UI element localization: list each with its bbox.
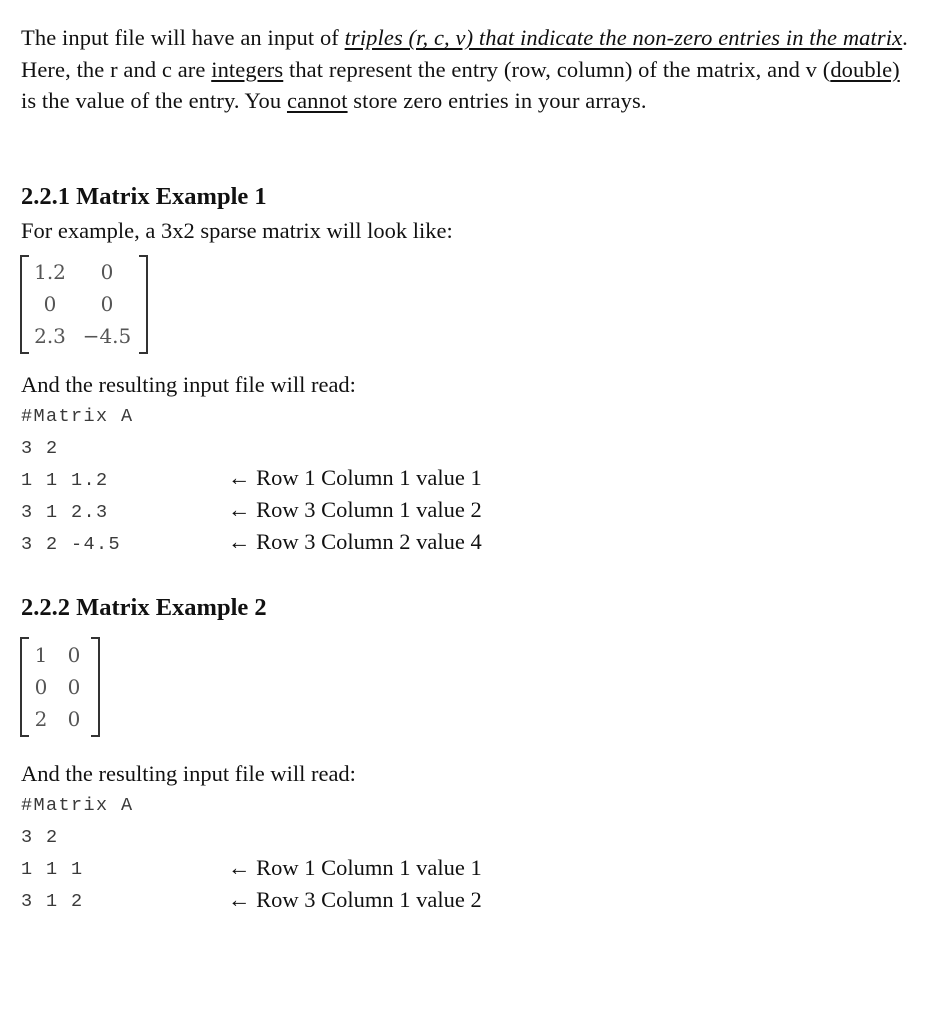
matrix-cell: 0 xyxy=(100,292,114,316)
matrix-row xyxy=(28,256,142,288)
matrix-row xyxy=(28,320,142,352)
matrix-row xyxy=(26,671,92,703)
right-bracket xyxy=(91,637,100,737)
file-line: 1 1 1.2 xyxy=(21,470,109,491)
example2-result-label: And the resulting input file will read: xyxy=(21,761,356,786)
matrix-row xyxy=(28,288,142,320)
matrix-cell: 2 xyxy=(34,707,48,731)
cannot-emphasis: cannot xyxy=(286,88,348,113)
matrix-cell: 0 xyxy=(67,643,81,667)
example1-result-label: And the resulting input file will read: xyxy=(21,372,356,397)
file-line: 3 2 xyxy=(21,438,59,459)
intro-text: . Here, the r and c are xyxy=(21,25,908,82)
matrix-cell: 2.3 xyxy=(34,324,66,348)
example1-matrix xyxy=(20,255,148,354)
intro-text: store zero entries in your arrays. xyxy=(347,88,647,113)
example2-heading: 2.2.2 Matrix Example 2 xyxy=(21,594,267,621)
file-line: #Matrix A xyxy=(21,406,134,427)
file-line: #Matrix A xyxy=(21,795,134,816)
intro-text: is the value of the entry. You xyxy=(21,88,287,113)
matrix-cell: 0 xyxy=(67,675,81,699)
file-annotation: ← Row 3 Column 2 value 4 xyxy=(228,529,482,554)
triples-emphasis: triples (r, c, v) that indicate the non-zero entries in the matrix xyxy=(344,25,903,50)
integers-emphasis: integers xyxy=(211,56,284,82)
file-annotation: ← Row 3 Column 1 value 2 xyxy=(228,497,482,522)
matrix-row xyxy=(26,639,92,671)
file-line: 1 1 1 xyxy=(21,859,84,880)
file-line: 3 2 xyxy=(21,827,59,848)
intro-text: The input file will have an input of xyxy=(21,25,345,50)
matrix-cell: 0 xyxy=(43,292,57,316)
intro-text: that represent the entry (row, column) of the matrix, and v ( xyxy=(283,56,831,82)
matrix-cell: 1.2 xyxy=(34,260,66,284)
matrix-cell: 0 xyxy=(67,707,81,731)
file-annotation: ← Row 3 Column 1 value 2 xyxy=(228,887,482,912)
example1-description: For example, a 3x2 sparse matrix will look like: xyxy=(21,218,453,243)
matrix-cell: 0 xyxy=(34,675,48,699)
file-line: 3 2 -4.5 xyxy=(21,534,122,555)
intro-paragraph xyxy=(21,22,911,117)
matrix-cell: −4.5 xyxy=(82,324,132,348)
matrix-cell: 1 xyxy=(34,643,48,667)
file-line: 3 1 2 xyxy=(21,891,84,912)
file-line: 3 1 2.3 xyxy=(21,502,109,523)
matrix-row xyxy=(26,703,92,735)
double-emphasis: double) xyxy=(830,56,900,82)
example1-heading: 2.2.1 Matrix Example 1 xyxy=(21,183,267,210)
file-annotation: ← Row 1 Column 1 value 1 xyxy=(228,465,482,490)
matrix-cell: 0 xyxy=(100,260,114,284)
example2-matrix xyxy=(20,637,100,737)
file-annotation: ← Row 1 Column 1 value 1 xyxy=(228,855,482,880)
